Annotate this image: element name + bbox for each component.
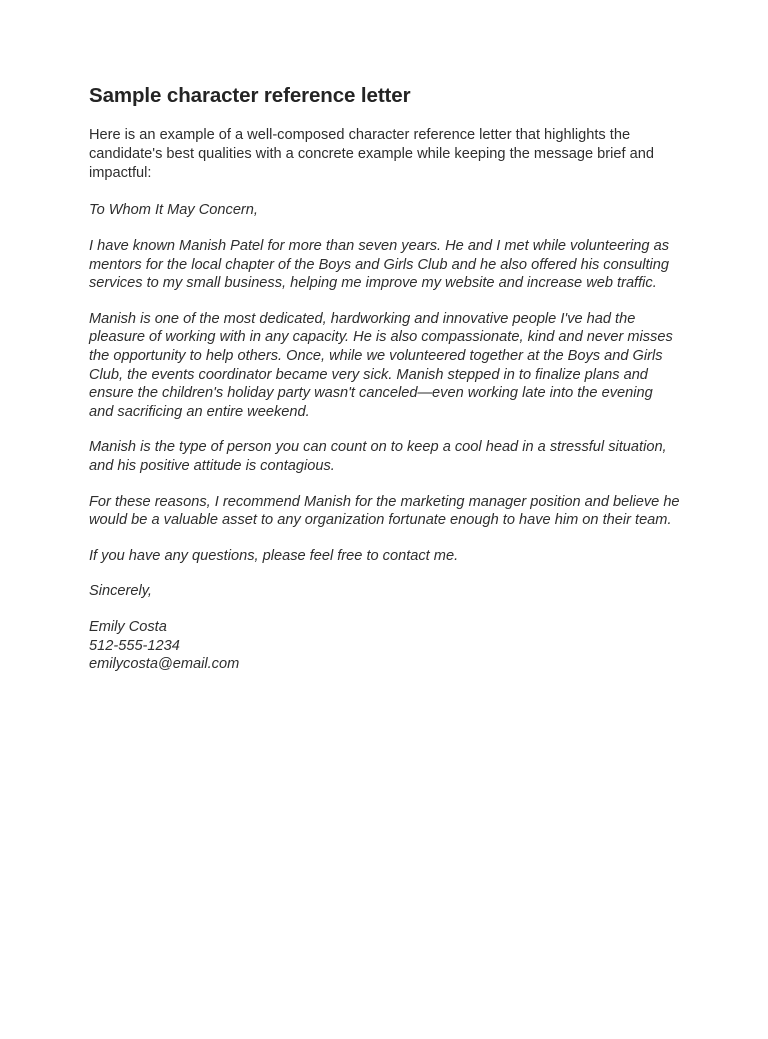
letter-paragraph-5: If you have any questions, please feel free to contact me.: [89, 547, 459, 564]
letter-paragraph-2: Manish is one of the most dedicated, hardworking and innovative people I've had the pleasure of working with in any capacity. He is also compassionate, kind and never misses the opportunity to help others. Once, while we volunteered together at the Boys and Girls Club, the events coordinator became very sick. Manish stepped in to finalize plans and ensure the children's holiday party wasn't canceled—even working late into the evening and sacrificing an entire weekend.: [89, 310, 673, 420]
intro-paragraph: Here is an example of a well-composed character reference letter that highlights the candidate's best qualities with a concrete example while keeping the message brief and impactful:: [89, 126, 654, 182]
signature-block: [89, 618, 681, 674]
letter-closing: Sincerely,: [89, 583, 152, 600]
letter-paragraph-4: For these reasons, I recommend Manish for the marketing manager position and believe he would be a valuable asset to any organization fortunate enough to have him on their team.: [89, 493, 680, 529]
document-content: [89, 84, 681, 674]
letter-paragraph-3: Manish is the type of person you can count on to keep a cool head in a stressful situation, and his positive attitude is contagious.: [89, 439, 667, 475]
letter-salutation: To Whom It May Concern,: [89, 202, 258, 219]
signature-name: Emily Costa: [89, 618, 167, 635]
page-title: Sample character reference letter: [89, 84, 411, 107]
signature-phone: 512-555-1234: [89, 637, 180, 654]
letter-body: [89, 201, 681, 673]
signature-email: emilycosta@email.com: [89, 656, 240, 673]
letter-paragraph-1: I have known Manish Patel for more than seven years. He and I met while volunteering as mentors for the local chapter of the Boys and Girls Club and he also offered his consulting services to my small business, helping me improve my website and increase web traffic.: [89, 238, 670, 292]
